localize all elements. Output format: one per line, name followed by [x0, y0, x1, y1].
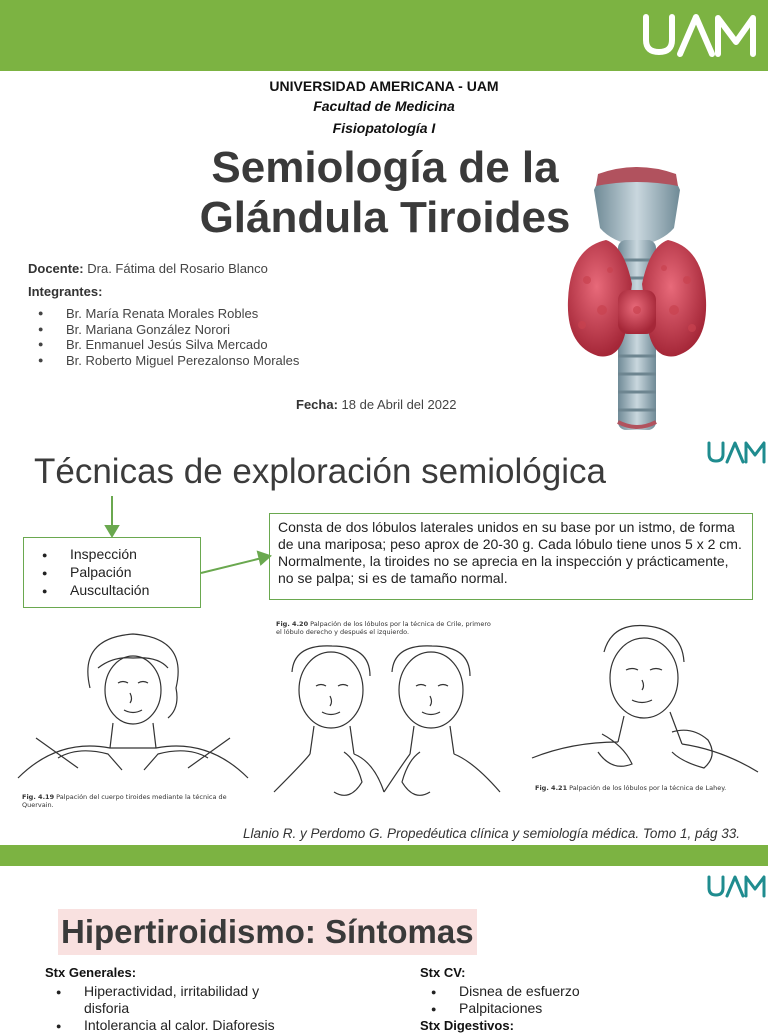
citation: Llanio R. y Perdomo G. Propedéutica clínica y semiología médica. Tomo 1, pág 33. [242, 826, 740, 841]
figure-1-number: Fig. 4.19 [22, 793, 55, 801]
list-item: ● Auscultación [42, 581, 200, 599]
figure-lahey [532, 622, 758, 778]
date-value: 18 de Abril del 2022 [341, 397, 457, 412]
figure-crile [274, 642, 500, 808]
date-label: Fecha: [296, 397, 338, 412]
list-item: ● Intolerancia al calor. Diaforesis [56, 1017, 306, 1034]
list-item: ● Disnea de esfuerzo [431, 983, 681, 1000]
figure-2-text: Palpación de los lóbulos por la técnica de Crile, primero el lóbulo derecho y después el izquierdo. [276, 620, 491, 636]
list-item: ● Palpitaciones [431, 1000, 681, 1017]
cv-heading: Stx CV: [420, 965, 466, 980]
list-item: ● Br. María Renata Morales Robles [38, 306, 299, 322]
list-item: ● Br. Mariana González Norori [38, 322, 299, 338]
header-bar [0, 0, 768, 71]
slide-divider [0, 845, 768, 866]
title-line-1: Semiología de la [211, 143, 559, 192]
title-line-2: Glándula Tiroides [199, 193, 571, 242]
figure-3-number: Fig. 4.21 [535, 784, 568, 792]
slide-title: Técnicas de exploración semiológica [34, 452, 606, 491]
cv-list [431, 983, 681, 1017]
figure-2-number: Fig. 4.20 [276, 620, 309, 628]
generales-heading: Stx Generales: [45, 965, 137, 980]
date-line [296, 397, 456, 412]
list-item: ● Br. Enmanuel Jesús Silva Mercado [38, 337, 299, 353]
thyroid-illustration [562, 160, 712, 432]
docente-name: Dra. Fátima del Rosario Blanco [87, 261, 268, 276]
docente-label: Docente: [28, 261, 84, 276]
docente-line [28, 261, 268, 276]
title-slide [0, 0, 768, 430]
generales-list [56, 983, 306, 1034]
methods-list [42, 545, 200, 599]
figure-2-caption [276, 620, 498, 636]
methods-box [23, 537, 201, 608]
integrantes-list [38, 306, 299, 368]
figure-1-text: Palpación del cuerpo tiroides mediante la técnica de Quervain. [22, 793, 227, 809]
list-item: ● Hiperactividad, irritabilidad y disforia [56, 983, 306, 1017]
presentation-title [170, 143, 600, 243]
description-box: Consta de dos lóbulos laterales unidos en su base por un istmo, de forma de una mariposa; peso aprox de 20-30 g. Cada lóbulo tiene unos 5 x 2 cm. Normalmente, la tiroides no se aprecia en la inspección y prácticamente, no se palpa; si es de tamaño normal. [269, 513, 753, 600]
uam-logo [706, 440, 766, 464]
university-name: UNIVERSIDAD AMERICANA - UAM [269, 78, 499, 94]
figure-quervain [18, 628, 248, 784]
integrantes-label: Integrantes: [28, 284, 103, 299]
list-item: ● Palpación [42, 563, 200, 581]
uam-logo [640, 12, 758, 58]
list-item: ● Br. Roberto Miguel Perezalonso Morales [38, 353, 299, 369]
figure-1-caption [22, 793, 242, 809]
techniques-slide [0, 430, 768, 845]
figure-3-caption [535, 784, 755, 792]
faculty-name: Facultad de Medicina [313, 98, 455, 114]
uam-logo [706, 874, 766, 898]
figure-3-text: Palpación de los lóbulos por la técnica de Lahey. [569, 784, 727, 792]
digestivos-heading: Stx Digestivos: [420, 1018, 514, 1033]
slide-title: Hipertiroidismo: Síntomas [58, 909, 477, 955]
symptoms-slide [0, 866, 768, 1033]
course-name: Fisiopatología I [332, 120, 436, 136]
list-item: ● Inspección [42, 545, 200, 563]
